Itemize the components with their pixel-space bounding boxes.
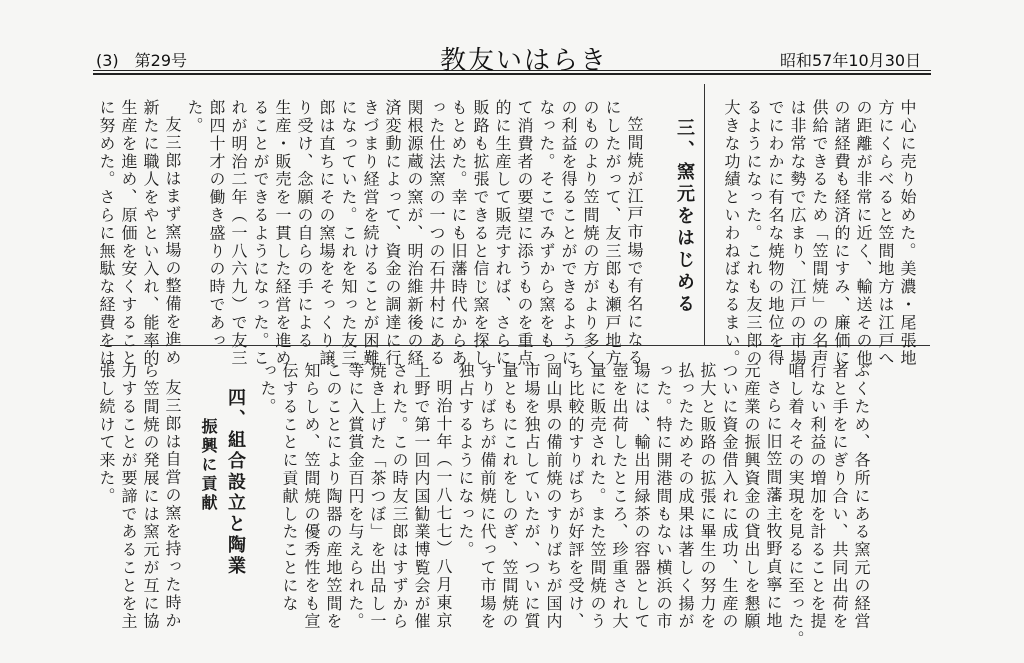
- article-column-bottom-left: [95, 362, 183, 631]
- text-line: 笠間焼が江戸市場で有名になる: [625, 116, 644, 367]
- text-line: きづまり経営を続けることが困難: [361, 99, 380, 368]
- text-line: の利益を得ることができるように: [559, 99, 578, 368]
- text-line: このことにより陶器の産地笠間を: [324, 362, 343, 631]
- text-line: 大きな功績といわねばなるまい。: [722, 99, 741, 368]
- text-line: のものより笠間焼の方がより多く: [581, 99, 600, 368]
- text-line: ついに資金借入れに成功、生産の: [720, 362, 739, 631]
- article-column-top-left: [95, 99, 645, 368]
- section-subheading: 振興に貢献: [199, 418, 218, 513]
- publication-date: 昭和57年10月30日: [780, 51, 922, 70]
- text-line: なった。そこでみずから窯をもっ: [537, 99, 556, 368]
- text-line: 場には、輸出用緑茶の容器として: [632, 362, 651, 631]
- text-line: り受け、念願の自らの手による: [295, 99, 314, 350]
- text-line: の諸経費も経済的にすみ、廉価に: [832, 99, 851, 368]
- text-line: 郎四十才の働き盛りの時であっ: [207, 99, 226, 350]
- text-line: 等に入賞賞金百円を与えられた。: [346, 362, 365, 631]
- article-column-bottom-right: [256, 362, 872, 648]
- text-line: 生産を進め、原価を安くすること: [119, 99, 138, 368]
- text-line: された。この時友三郎はすずから: [390, 362, 409, 631]
- issue-number: (3) 第29号: [96, 51, 188, 70]
- text-line: 済変動によって、資金の調達に行: [383, 99, 402, 368]
- text-line: すりばちが備前焼に代って市場を: [478, 362, 497, 631]
- text-line: るようになった。これも友三郎の: [744, 99, 763, 368]
- header-rule-bold: [93, 73, 931, 75]
- text-line: 友三郎はまず窯場の整備を進め: [163, 116, 182, 367]
- text-line: 的に生産して販売すれば、さらに: [493, 99, 512, 368]
- text-line: 知らしめ、笠間焼の優秀性をも宣: [302, 362, 321, 631]
- text-line: は非常な勢で広まり、江戸の市場: [788, 99, 807, 368]
- text-line: 方にくらべると笠間地方は江戸へ: [876, 99, 895, 368]
- column-divider: [704, 84, 705, 346]
- text-line: 者と手をにぎり合い、共同出荷を: [830, 362, 849, 631]
- section-heading: 四、組合設立と陶業: [225, 388, 246, 577]
- text-line: 供給できるため「笠間焼」の名声: [810, 99, 829, 368]
- text-line: の距離が非常に近く、輸送その他: [854, 99, 873, 368]
- text-line: 新たに職人をやとい入れ、能率的: [141, 99, 160, 368]
- text-line: さらに旧笠間藩主牧野貞寧に地: [764, 379, 783, 630]
- text-line: った仕法窯の一つの石井村にある: [427, 99, 446, 368]
- text-line: 生産・販売を一貫した経営を進め: [273, 99, 292, 368]
- text-line: 市場を独占していたが、ついに質: [522, 362, 541, 631]
- text-line: 力することが要諦であることを主: [119, 362, 138, 631]
- text-line: 唱し着々その実現を見るに至った。: [786, 362, 805, 649]
- text-line: 焼き上げた「茶つぼ」を出品し一: [368, 362, 387, 631]
- text-line: ぶくため、各所にある窯元の経営: [852, 362, 871, 631]
- header-rule: [93, 70, 931, 71]
- text-line: 販路も拡張できると信じ窯を探し: [471, 99, 490, 368]
- text-line: た。: [185, 99, 204, 135]
- text-line: ら笠間焼の発展には窯元が互に協: [141, 362, 160, 631]
- text-line: でにわかに有名な焼物の地位を得: [766, 99, 785, 368]
- text-line: った。特に開港間もない横浜の市: [654, 362, 673, 631]
- text-line: ち比較的すりばちが好評を受け、: [566, 362, 585, 631]
- text-line: 中心に売り始めた。美濃・尾張地: [898, 99, 917, 368]
- text-line: に努めた。さらに無駄な経費をは: [97, 99, 116, 368]
- text-line: 元産業の振興資金の貸出しを懇願: [742, 362, 761, 631]
- text-line: れが明治二年（一八六九）で友三: [229, 99, 248, 368]
- text-line: もとめた。幸にも旧藩時代からあ: [449, 99, 468, 368]
- text-line: 郎は直ちにその窯場をそっくり譲: [317, 99, 336, 368]
- section-heading: 三、窯元をはじめる: [674, 118, 695, 316]
- text-line: 量に販売された。また笠間焼のう: [588, 362, 607, 631]
- text-line: 壺を出荷したところ、珍重され大: [610, 362, 629, 631]
- text-line: になっていた。これを知った友三: [339, 99, 358, 368]
- text-line: 岡山県の備前焼のすりばちが国内: [544, 362, 563, 631]
- text-line: 張し続けて来た。: [97, 362, 116, 506]
- text-line: 独占するようになった。: [456, 362, 475, 559]
- text-line: 拡大と販路の拡張に畢生の努力を: [698, 362, 717, 631]
- text-line: 払ったためその成果は著しく揚が: [676, 362, 695, 631]
- text-line: った。: [258, 362, 277, 416]
- text-line: 友三郎は自営の窯を持った時か: [163, 379, 182, 630]
- text-line: 上野で第一回内国勧業博覧会が催: [412, 362, 431, 631]
- text-line: 明治十年（一八七七）八月東京: [434, 379, 453, 630]
- text-line: 量ともにこれをしのぎ、笠間焼の: [500, 362, 519, 631]
- article-column-top-right: [720, 99, 918, 368]
- newspaper-title: 教友いはらき: [440, 46, 609, 76]
- text-line: て消費者の要望に添うものを重点: [515, 99, 534, 368]
- text-line: 関根源蔵の窯が、明治維新後の経: [405, 99, 424, 368]
- text-line: にしたがって、友三郎も瀬戸地方: [603, 99, 622, 368]
- text-line: 伝することに貢献したことにな: [280, 362, 299, 613]
- text-line: ることができるようになった。こ: [251, 99, 270, 368]
- text-line: 行ない利益の増加を計ることを提: [808, 362, 827, 631]
